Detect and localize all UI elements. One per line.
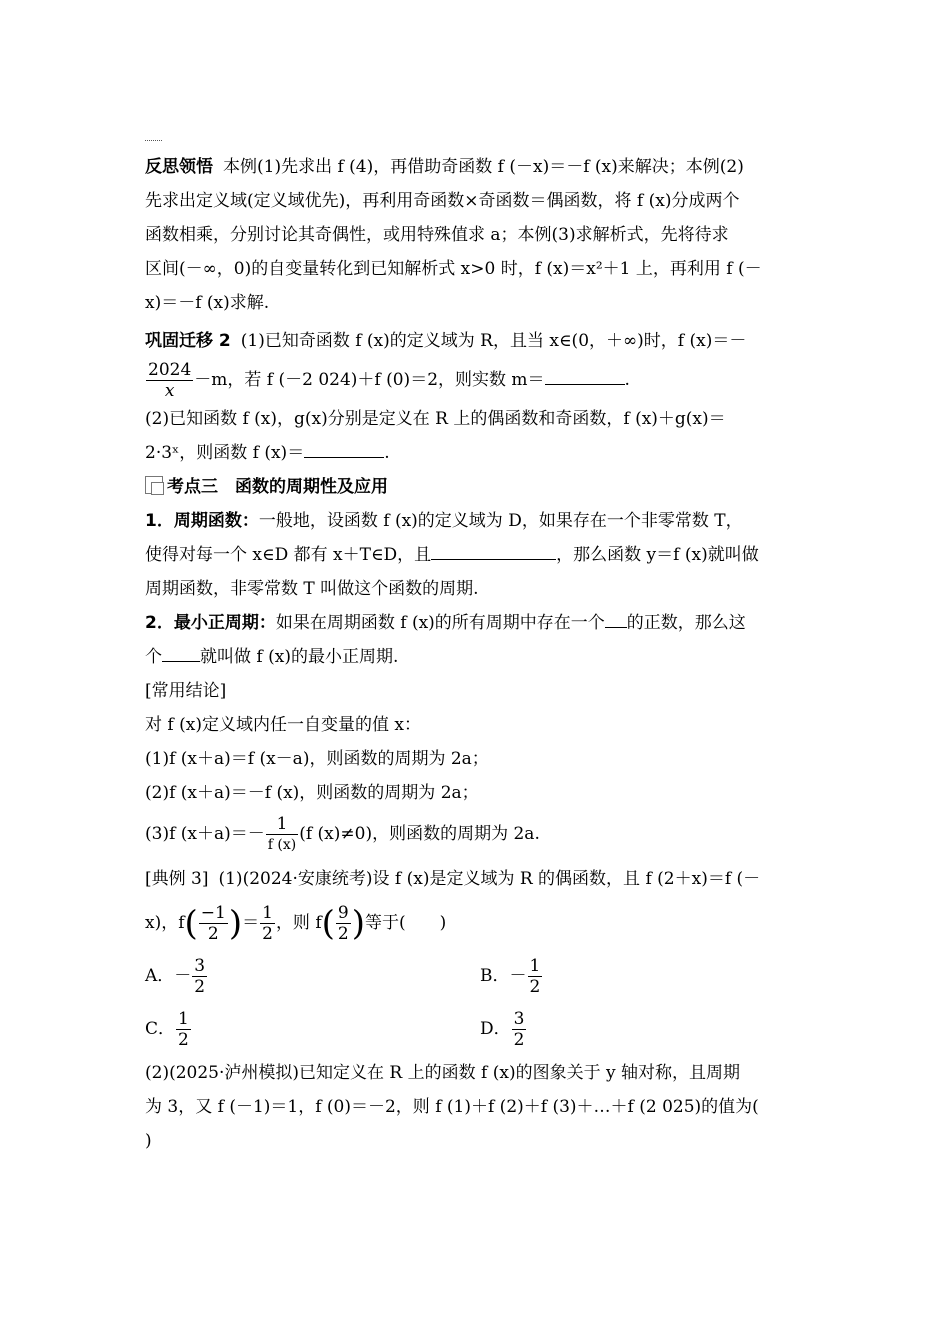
equals-sign: ＝ xyxy=(242,913,260,933)
example-q1-part-a: x)，f xyxy=(145,913,185,933)
fraction-denominator: 2 xyxy=(262,924,273,944)
fraction-numerator: 1 xyxy=(529,956,541,976)
fraction-numerator: 1 xyxy=(178,1009,189,1029)
conclusions-intro: 对 f (x)定义域内任一自变量的值 x： xyxy=(145,715,421,735)
fraction-numerator: −1 xyxy=(200,903,226,923)
fraction-numerator: 2024 xyxy=(148,360,192,380)
left-paren: ( xyxy=(321,903,335,944)
option-fraction xyxy=(528,956,543,997)
period: . xyxy=(384,443,390,463)
example-q1-part-c: 等于( ) xyxy=(365,913,447,933)
document-body xyxy=(145,150,815,1158)
item1-line3: 周期函数，非零常数 T 叫做这个函数的周期. xyxy=(145,579,479,599)
fraction-denominator: 2 xyxy=(337,924,349,944)
period: . xyxy=(624,370,630,390)
right-paren: ) xyxy=(351,903,365,944)
fraction-numerator: 3 xyxy=(513,1009,525,1029)
right-paren: ) xyxy=(228,903,243,944)
example-title: [典例 3] xyxy=(145,869,209,889)
fraction-denominator: 2 xyxy=(194,977,206,997)
fraction-denominator: 2 xyxy=(513,1030,525,1050)
option-fraction xyxy=(512,1009,527,1050)
conclusions-block xyxy=(145,674,815,858)
fraction-numerator: 1 xyxy=(266,814,298,835)
section-title: 考点三 函数的周期性及应用 xyxy=(167,477,388,497)
option-label: A．－ xyxy=(145,966,192,986)
practice-q1-answer-blank[interactable] xyxy=(545,366,625,385)
option-c[interactable] xyxy=(145,1003,480,1056)
fraction-denominator: 2 xyxy=(207,924,219,944)
reflection-block xyxy=(145,150,815,320)
conclusion-3b: (f (x)≠0)，则函数的周期为 2a. xyxy=(299,824,540,844)
conclusion-2: (2)f (x＋a)＝－f (x)，则函数的周期为 2a； xyxy=(145,783,479,803)
reflection-title: 反思领悟 xyxy=(145,157,213,177)
reflection-line-1: 本例(1)先求出 f (4)，再借助奇函数 f (－x)＝－f (x)来解决；本例(2) xyxy=(223,157,744,177)
practice-q1-line1: (1)已知奇函数 f (x)的定义域为 R，且当 x∈(0，＋∞)时，f (x)＝－ xyxy=(240,331,747,351)
item2-label: 2．最小正周期： xyxy=(145,613,276,633)
example-q2-line2: 为 3，又 f (－1)＝1，f (0)＝－2，则 f (1)＋f (2)＋f (3)＋…＋f (2 025)的值为( xyxy=(145,1097,759,1117)
option-label: C． xyxy=(145,1019,176,1039)
item1-line2b: ，那么函数 y＝f (x)就叫做 xyxy=(556,545,759,565)
fraction-numerator: 1 xyxy=(262,903,273,923)
item2-blank-2[interactable] xyxy=(162,643,200,662)
option-d[interactable] xyxy=(480,1003,815,1056)
example-q1-fraction-3 xyxy=(336,903,351,944)
example-q1-fraction-1 xyxy=(199,903,228,944)
reflection-line-2: 先求出定义域(定义域优先)，再利用奇函数×奇函数＝偶函数，将 f (x)分成两个 xyxy=(145,191,740,211)
conclusion-3-fraction xyxy=(266,814,298,855)
option-a[interactable] xyxy=(145,950,480,1003)
practice-title: 巩固迁移 2 xyxy=(145,331,231,351)
example-block xyxy=(145,862,815,1158)
option-label: D． xyxy=(480,1019,511,1039)
option-b[interactable] xyxy=(480,950,815,1003)
fraction-denominator: 2 xyxy=(178,1030,189,1050)
example-q1-fraction-2 xyxy=(260,903,275,944)
fraction-denominator: x xyxy=(164,381,175,401)
item2-line2b: 就叫做 f (x)的最小正周期. xyxy=(200,647,399,667)
definition-items xyxy=(145,504,815,674)
item1-label: 1．周期函数： xyxy=(145,511,259,531)
practice-q2-line2: 2·3ˣ，则函数 f (x)＝ xyxy=(145,443,305,463)
fraction-denominator: f (x) xyxy=(267,837,297,853)
practice-q2-line1: (2)已知函数 f (x)，g(x)分别是定义在 R 上的偶函数和奇函数，f (x)＋g(x)＝ xyxy=(145,409,726,429)
practice-q1-fraction xyxy=(146,360,193,401)
fraction-denominator: 2 xyxy=(529,977,541,997)
practice-q1-line2: －m，若 f (－2 024)＋f (0)＝2，则实数 m＝ xyxy=(194,370,545,390)
item1-blank[interactable] xyxy=(431,541,556,560)
item1-line2a: 使得对每一个 x∈D 都有 x＋T∈D，且 xyxy=(145,545,432,565)
section-heading xyxy=(145,470,815,504)
fraction-numerator: 9 xyxy=(337,903,349,923)
fraction-numerator: 3 xyxy=(194,956,206,976)
reflection-line-3: 函数相乘，分别讨论其奇偶性，或用特殊值求 a；本例(3)求解析式，先将待求 xyxy=(145,225,729,245)
item2-blank-1[interactable] xyxy=(605,609,627,628)
item1-line1: 一般地，设函数 f (x)的定义域为 D，如果存在一个非零常数 T， xyxy=(258,511,743,531)
reflection-line-5: x)＝－f (x)求解. xyxy=(145,293,270,313)
practice-block xyxy=(145,324,815,470)
conclusions-title: [常用结论] xyxy=(145,681,227,701)
example-q1-line1: (1)(2024·安康统考)设 f (x)是定义域为 R 的偶函数，且 f (2＋x)＝f (－ xyxy=(218,869,761,889)
item2-line1b: 的正数，那么这 xyxy=(626,613,746,633)
item2-line2a: 个 xyxy=(145,647,162,667)
option-fraction xyxy=(192,956,207,997)
conclusion-1: (1)f (x＋a)＝f (x－a)，则函数的周期为 2a； xyxy=(145,749,489,769)
practice-q2-answer-blank[interactable] xyxy=(304,439,384,458)
left-paren: ( xyxy=(184,903,198,944)
conclusion-3a: (3)f (x＋a)＝－ xyxy=(145,824,265,844)
example-q2-line3: ) xyxy=(145,1131,152,1151)
section-icon xyxy=(145,476,163,494)
example-q1-part-b: ，则 f xyxy=(275,913,322,933)
option-label: B．－ xyxy=(480,966,527,986)
example-q2-line1: (2)(2025·泸州模拟)已知定义在 R 上的函数 f (x)的图象关于 y 轴对称，且周期 xyxy=(145,1063,740,1083)
option-fraction xyxy=(176,1009,191,1050)
reflection-line-4: 区间(－∞，0)的自变量转化到已知解析式 x>0 时，f (x)＝x²＋1 上，再利用 f (－ xyxy=(145,259,762,279)
header-dotted-rule xyxy=(145,140,162,141)
item2-line1a: 如果在周期函数 f (x)的所有周期中存在一个 xyxy=(275,613,605,633)
example-q1-options xyxy=(145,950,815,1056)
